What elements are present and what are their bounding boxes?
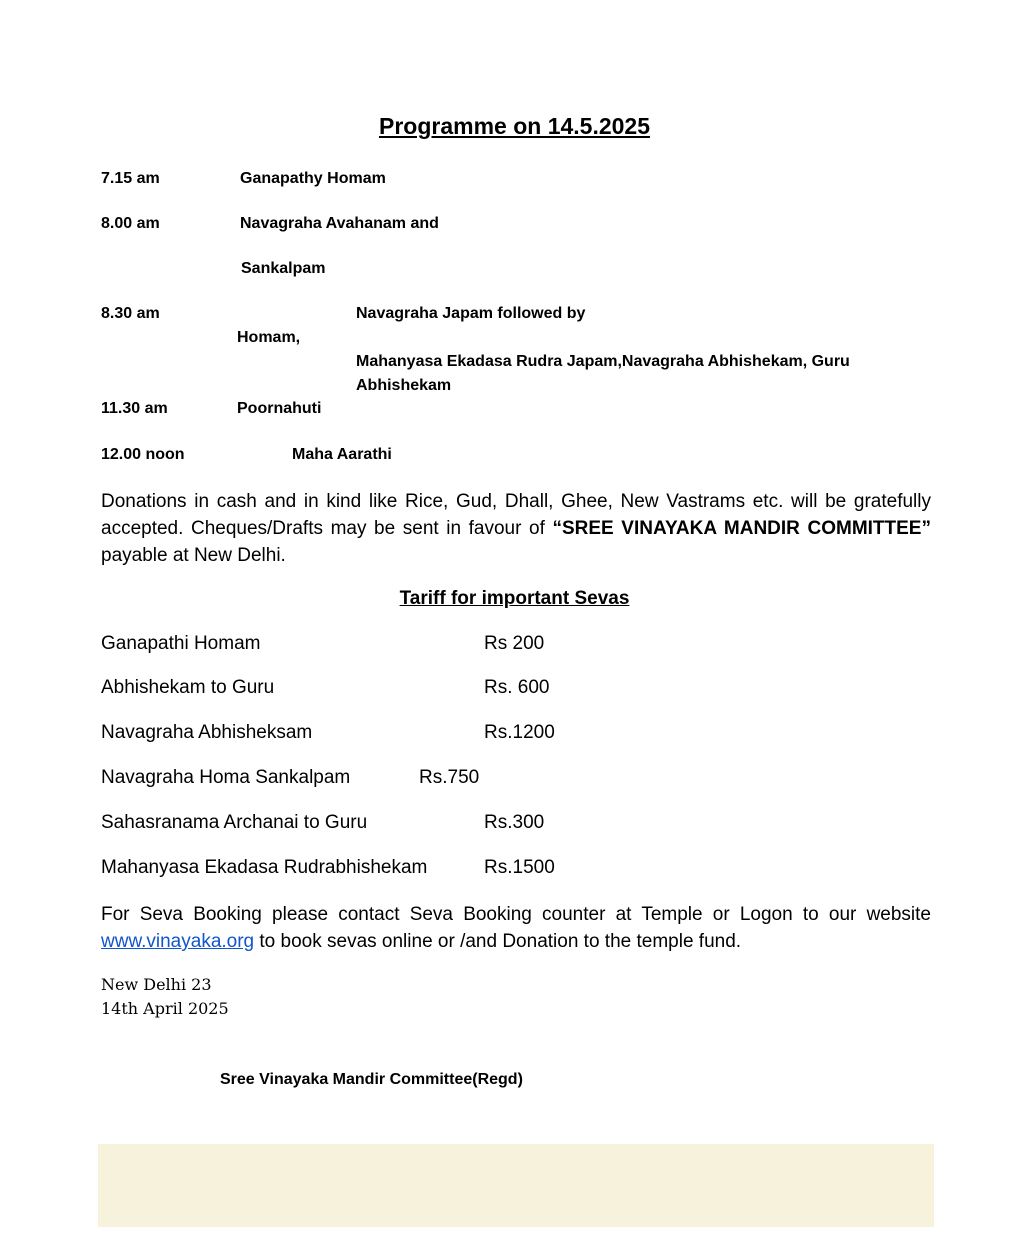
schedule-time-3: 8.30 am <box>101 305 160 322</box>
schedule-time-2: 8.00 am <box>101 215 160 232</box>
donation-payee: “SREE VINAYAKA MANDIR COMMITTEE” <box>552 518 931 539</box>
tariff-item-name: Ganapathi Homam <box>101 633 261 654</box>
tariff-item-price: Rs.1200 <box>484 722 555 743</box>
booking-paragraph <box>101 901 931 955</box>
footer-place: New Delhi 23 <box>101 975 212 994</box>
tariff-item-name: Navagraha Homa Sankalpam <box>101 767 351 788</box>
donation-text-end: payable at New Delhi. <box>101 545 286 566</box>
schedule-event-2b: Sankalpam <box>241 260 326 277</box>
signature: Sree Vinayaka Mandir Committee(Regd) <box>220 1071 523 1088</box>
schedule-event-2a: Navagraha Avahanam and <box>240 215 439 232</box>
tariff-heading: Tariff for important Sevas <box>399 588 630 609</box>
schedule-event-5: Maha Aarathi <box>292 446 392 463</box>
tariff-item-name: Mahanyasa Ekadasa Rudrabhishekam <box>101 857 428 878</box>
tariff-item-price: Rs.300 <box>484 812 545 833</box>
schedule-time-4: 11.30 am <box>101 400 168 417</box>
website-link[interactable]: www.vinayaka.org <box>101 931 255 952</box>
tariff-item-name: Sahasranama Archanai to Guru <box>101 812 368 833</box>
schedule-time-1: 7.15 am <box>101 170 160 187</box>
schedule-event-3d: Abhishekam <box>356 377 452 394</box>
page-title: Programme on 14.5.2025 <box>378 113 651 139</box>
donation-text: Donations in cash and in kind like Rice, Gud, Dhall, Ghee, New Vastrams etc. will be gratefully accepted. Cheques/Drafts may be sent in favour of <box>101 491 931 539</box>
schedule-event-3a: Navagraha Japam followed by <box>356 305 586 322</box>
schedule-event-4: Poornahuti <box>237 400 322 417</box>
footer-band <box>98 1144 934 1227</box>
donation-paragraph <box>101 488 931 569</box>
tariff-item-price: Rs.750 <box>419 767 480 788</box>
tariff-item-price: Rs 200 <box>484 633 545 654</box>
booking-text-end: to book sevas online or /and Donation to the temple fund. <box>254 931 742 952</box>
tariff-item-name: Abhishekam to Guru <box>101 677 275 698</box>
schedule-event-3c: Mahanyasa Ekadasa Rudra Japam,Navagraha Abhishekam, Guru <box>356 353 850 370</box>
footer-date: 14th April 2025 <box>101 999 229 1018</box>
tariff-item-name: Navagraha Abhisheksam <box>101 722 313 743</box>
schedule-time-5: 12.00 noon <box>101 446 185 463</box>
tariff-item-price: Rs.1500 <box>484 857 555 878</box>
tariff-item-price: Rs. 600 <box>484 677 550 698</box>
schedule-event-3b: Homam, <box>237 329 301 346</box>
booking-text: For Seva Booking please contact Seva Booking counter at Temple or Logon to our website <box>101 904 931 925</box>
schedule-event-1: Ganapathy Homam <box>240 170 386 187</box>
